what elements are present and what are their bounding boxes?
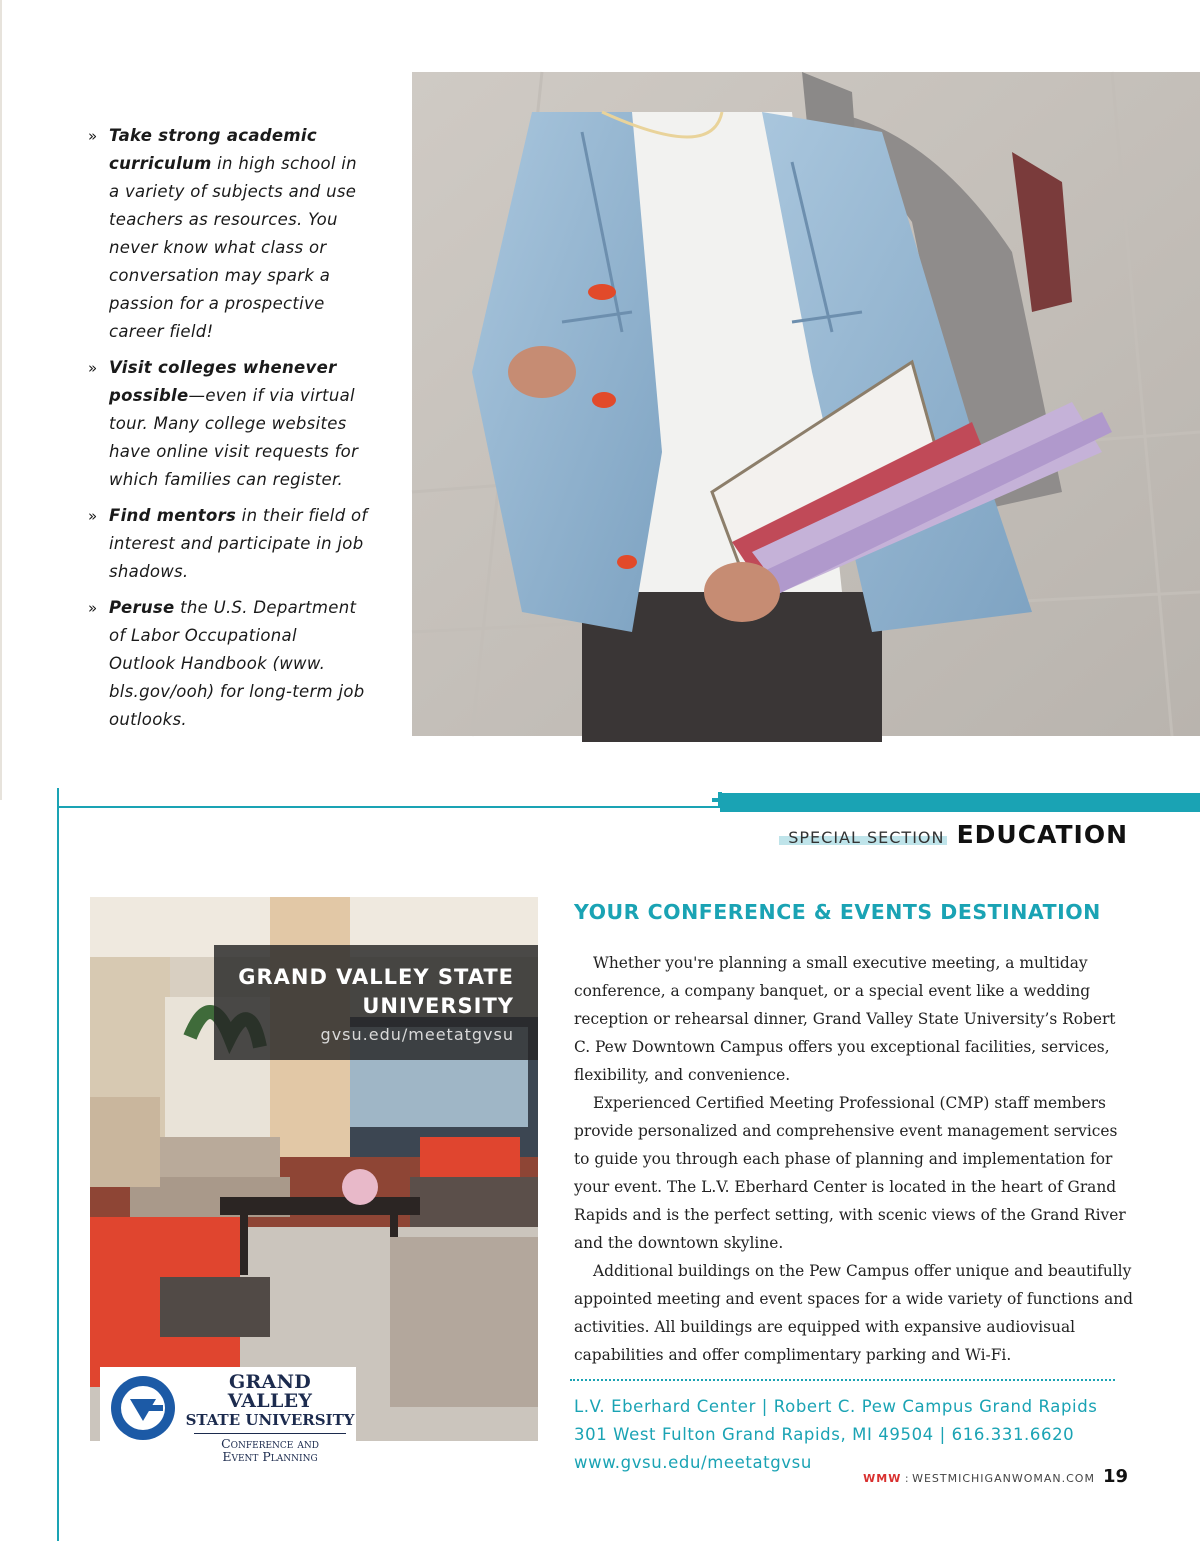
article-paragraph: Additional buildings on the Pew Campus offer unique and beautifully appointed meeting and event spaces for a wide variety of functions and activities. All buildings are equipped with expansive audiovisual capabilities and offer complimentary parking and Wi-Fi. — [574, 1262, 1134, 1364]
contact-location: L.V. Eberhard Center | Robert C. Pew Campus Grand Rapids — [574, 1397, 1098, 1416]
bullet-glyph: » — [88, 599, 98, 617]
ad-caption-box — [214, 945, 538, 1060]
article-body — [574, 949, 1134, 1369]
student-with-books-photo — [412, 72, 1200, 736]
tip-text: in high school in a variety of subjects and use teachers as resources. You never know what class or conversation may spark a passion for a prospective career field! — [109, 154, 357, 341]
bullet-glyph: » — [88, 507, 98, 525]
ad-university-name-line2: UNIVERSITY — [362, 994, 514, 1018]
gvsu-logo — [100, 1367, 356, 1463]
logo-line1: GRAND VALLEY — [227, 1371, 313, 1412]
section-label — [785, 820, 1128, 849]
gvsu-logo-icon — [110, 1375, 176, 1441]
page-number: 19 — [1102, 1466, 1128, 1487]
section-label-small: SPECIAL SECTION — [785, 828, 947, 847]
contact-website-link[interactable]: www.gvsu.edu/meetatgvsu — [574, 1453, 812, 1472]
tip-bold: Take strong academic curriculum — [109, 126, 317, 173]
plus-icon — [712, 792, 728, 808]
footer-site-link[interactable]: WESTMICHIGANWOMAN.COM — [912, 1472, 1095, 1485]
section-accent-bar — [720, 793, 1200, 812]
logo-line4: Event Planning — [222, 1448, 318, 1464]
bullet-glyph: » — [88, 127, 98, 145]
bullet-glyph: » — [88, 359, 98, 377]
footer-separator: : — [901, 1472, 913, 1485]
tip-text: —even if via virtual tour. Many college websites have online visit requests for which families can register. — [109, 386, 359, 489]
footer-brand: WMW — [863, 1472, 902, 1485]
tip-item — [88, 354, 368, 494]
left-margin-rule — [0, 0, 2, 800]
ad-url[interactable]: gvsu.edu/meetatgvsu — [320, 1025, 514, 1044]
tip-bold: Visit colleges whenever possible — [109, 358, 337, 405]
tip-item — [88, 502, 368, 586]
dotted-divider — [570, 1379, 1115, 1381]
section-frame-horizontal — [57, 806, 720, 808]
section-label-big: EDUCATION — [956, 820, 1128, 849]
contact-block — [574, 1393, 1097, 1477]
page-footer — [863, 1466, 1128, 1487]
ad-university-name-line1: GRAND VALLEY STATE — [238, 965, 514, 989]
logo-line2: STATE UNIVERSITY — [185, 1411, 355, 1429]
tips-list — [88, 122, 368, 742]
tip-item — [88, 122, 368, 346]
tip-bold: Find mentors — [109, 506, 237, 525]
logo-line3: Conference and — [221, 1436, 319, 1451]
logo-rule — [194, 1433, 346, 1434]
tip-item — [88, 594, 368, 734]
contact-address: 301 West Fulton Grand Rapids, MI 49504 | 616.331.6620 — [574, 1425, 1075, 1444]
gvsu-lounge-ad — [90, 897, 538, 1464]
tip-text: in their field of interest and participate in job shadows. — [109, 506, 368, 581]
article-paragraph: Whether you're planning a small executive meeting, a multiday conference, a company banquet, or a special event like a wedding reception or rehearsal dinner, Grand Valley State University’s Robert C. Pew Downtown Campus offers you exceptional facilities, services, flexibility, and convenience. — [574, 954, 1116, 1084]
article-paragraph: Experienced Certified Meeting Professional (CMP) staff members provide personalized and comprehensive event management services to guide you through each phase of planning and implementation for your event. The L.V. Eberhard Center is located in the heart of Grand Rapids and is the perfect setting, with scenic views of the Grand River and the downtown skyline. — [574, 1094, 1126, 1252]
student-photo-illustration — [412, 72, 1200, 736]
section-frame-vertical — [57, 788, 59, 1541]
tip-bold: Peruse — [109, 598, 175, 617]
article-title: YOUR CONFERENCE & EVENTS DESTINATION — [574, 900, 1101, 924]
tip-text: the U.S. Department of Labor Occupational Outlook Handbook (www. bls.gov/ooh) for long-term job outlooks. — [109, 598, 365, 729]
gvsu-logo-wordmark — [184, 1373, 356, 1463]
